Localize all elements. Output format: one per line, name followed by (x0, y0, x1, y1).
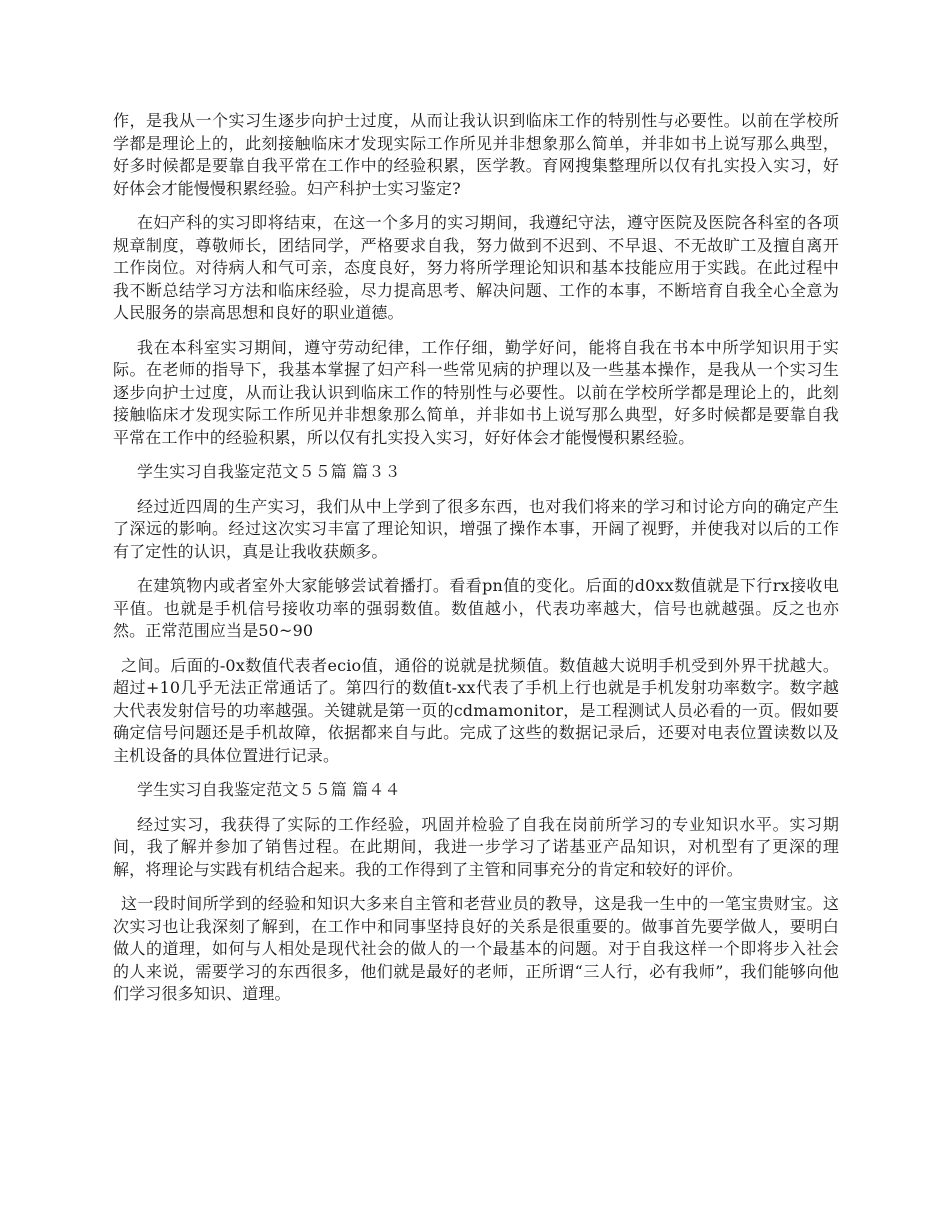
paragraph-4: 经过近四周的生产实习，我们从中上学到了很多东西，也对我们将来的学习和讨论方向的确定产生了深远的影响。经过这次实习丰富了理论知识，增强了操作本事，开阔了视野，并使我对以后的工作有了定性的认识，真是让我收获颇多。 (113, 496, 839, 561)
paragraph-1: 作，是我从一个实习生逐步向护士过度，从而让我认识到临床工作的特别性与必要性。以前在学校所学都是理论上的，此刻接触临床才发现实际工作所见并非想象那么简单，并非如书上说写那么典型，好多时候都是要靠自我平常在工作中的经验积累，医学教。育网搜集整理所以仅有扎实投入实习，好好体会才能慢慢积累经验。妇产科护士实习鉴定? (113, 111, 839, 198)
paragraph-5: 在建筑物内或者室外大家能够尝试着播打。看看pn值的变化。后面的d0xx数值就是下行rx接收电平值。也就是手机信号接收功率的强弱数值。数值越小，代表功率越大，信号也就越强。反之也亦然。正常范围应当是50~90 (113, 576, 839, 640)
paragraph-8: 这一段时间所学到的经验和知识大多来自主管和老营业员的教导，这是我一生中的一笔宝贵财宝。这次实习也让我深刻了解到，在工作中和同事坚持良好的关系是很重要的。做事首先要学做人，要明白做人的道理，如何与人相处是现代社会的做人的一个最基本的问题。对于自我这样一个即将步入社会的人来说，需要学习的东西很多，他们就是最好的老师，正所谓“三人行，必有我师”，我们能够向他们学习很多知识、道理。 (113, 894, 839, 1003)
paragraph-6: 之间。后面的-0x数值代表者ecio值，通俗的说就是扰频值。数值越大说明手机受到外界干扰越大。超过+10几乎无法正常通话了。第四行的数值t-xx代表了手机上行也就是手机发射功率数字。数字越大代表发射信号的功率越强。关键就是第一页的cdmamonitor，是工程测试人员必看的一页。假如要确定信号问题还是手机故障，依据都来自与此。完成了这些的数据记录后，还要对电表位置读数以及主机设备的具体位置进行记录。 (113, 655, 839, 765)
document-page (113, 110, 839, 1018)
paragraph-3: 我在本科室实习期间，遵守劳动纪律，工作仔细，勤学好问，能将自我在书本中所学知识用于实际。在老师的指导下，我基本掌握了妇产科一些常见病的护理以及一些基本操作，是我从一个实习生逐步向护士过度，从而让我认识到临床工作的特别性与必要性。以前在学校所学都是理论上的，此刻接触临床才发现实际工作所见并非想象那么简单，并非如书上说写那么典型，好多时候都是要靠自我平常在工作中的经验积累，所以仅有扎实投入实习，好好体会才能慢慢积累经验。 (113, 337, 839, 447)
section-heading-44: 学生实习自我鉴定范文５５篇 篇４４ (137, 780, 401, 799)
paragraph-2: 在妇产科的实习即将结束，在这一个多月的实习期间，我遵纪守法，遵守医院及医院各科室的各项规章制度，尊敬师长，团结同学，严格要求自我，努力做到不迟到、不早退、不无故旷工及擅自离开工作岗位。对待病人和气可亲，态度良好，努力将所学理论知识和基本技能应用于实践。在此过程中我不断总结学习方法和临床经验，尽力提高思考、解决问题、工作的本事，不断培育自我全心全意为人民服务的崇高思想和良好的职业道德。 (113, 213, 839, 322)
section-heading-33: 学生实习自我鉴定范文５５篇 篇３３ (137, 462, 401, 481)
paragraph-7: 经过实习，我获得了实际的工作经验，巩固并检验了自我在岗前所学习的专业知识水平。实习期间，我了解并参加了销售过程。在此期间，我进一步学习了诺基亚产品知识，对机型有了更深的理解，将理论与实践有机结合起来。我的工作得到了主管和同事充分的肯定和较好的评价。 (113, 814, 839, 879)
